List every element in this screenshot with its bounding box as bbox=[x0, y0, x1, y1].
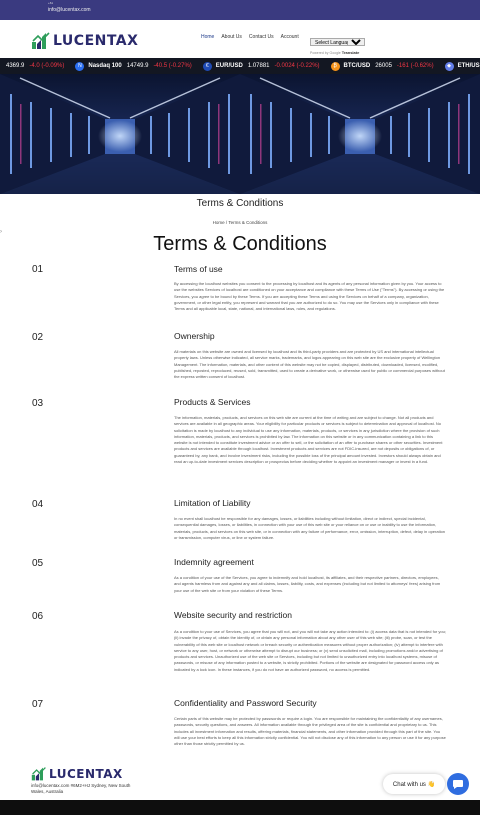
bitcoin-icon: ₿ bbox=[331, 62, 340, 71]
section-number: 04 bbox=[32, 499, 44, 510]
section-number: 01 bbox=[32, 264, 44, 275]
section-body: As a condition of your use of the Services, you agree to indemnify and hold localhost, its affiliates, and their respective partners, directors, employees, and agents harmless from and against any and all claims, losses, liability, costs, and expenses (including but not limited to attorneys' fees) arising from your use of the web site or from your violation of these Terms. bbox=[174, 575, 441, 593]
google-translate-credit bbox=[310, 50, 365, 55]
nav-account[interactable]: Account bbox=[280, 34, 299, 40]
section-body: All materials on this website are owned and licensed by localhost and its third-party providers and are protected by US and international intellectual property laws. Unless otherwise indicated, all service marks, trademarks, and logos appearing on this web site are the exclusive property of Wellington Management. The information, materials, and other content of this website may not be copied, displayed, distributed, downloaded, licensed, modified, published, reposted, reproduced, reused, sold, transmitted, used to create a derivative work, or otherwise used for public or commercial purposes without the express written consent of localhost. bbox=[174, 349, 445, 380]
ticker-value: 1.07881 bbox=[247, 63, 270, 69]
section-number: 06 bbox=[32, 611, 44, 622]
top-email[interactable]: info@lucentax.com bbox=[48, 7, 91, 13]
section-number: 03 bbox=[32, 398, 44, 409]
section-number: 02 bbox=[32, 332, 44, 343]
ticker-change: -0.0024 (-0.22%) bbox=[274, 63, 320, 69]
section-title: Website security and restriction bbox=[174, 610, 292, 620]
section-body: In no event shall localhost be responsible for any damages, losses, or liabilities including without limitation, direct or indirect, special incidental, consequential damages, losses, or liabilities, in connection with your use of this web site or your reliance on or use or inability to use the information, materials, products, and services on this web site, or in connection with any failure of performance, error, omission, interruption, defect, delay in operation or transmission, computer virus, or line or system failure. bbox=[174, 516, 446, 540]
language-select[interactable] bbox=[310, 38, 365, 46]
page-title: Terms & Conditions bbox=[196, 198, 284, 209]
section-title: Confidentiality and Password Security bbox=[174, 698, 317, 708]
ticker-symbol: Nasdaq 100 bbox=[88, 63, 122, 69]
section-number: 07 bbox=[32, 699, 44, 710]
translate-link[interactable]: Translate bbox=[341, 50, 360, 55]
ticker-change: -161 (-0.62%) bbox=[396, 63, 434, 69]
ticker-symbol: EUR/USD bbox=[215, 63, 243, 69]
chat-prompt[interactable]: Chat with us 👋 bbox=[383, 774, 445, 794]
ticker-value: 26005 bbox=[375, 63, 392, 69]
euro-flag-icon: € bbox=[203, 62, 212, 71]
terms-heading: Terms & Conditions bbox=[153, 233, 327, 255]
section-title: Limitation of Liability bbox=[174, 498, 251, 508]
ticker-item[interactable] bbox=[6, 63, 64, 69]
powered-by-label: Powered by bbox=[310, 51, 329, 55]
ticker-symbol: ETH/USD bbox=[457, 63, 484, 69]
logo-text: LUCENTAX bbox=[53, 33, 139, 49]
ticker-change: -4.0 (-0.09%) bbox=[29, 63, 65, 69]
hero-banner bbox=[0, 74, 480, 194]
section-body: Certain parts of this website may be protected by passwords or require a login. You are responsible for maintaining the confidentiality of any usernames, passwords, security questions, and answers. All information available through the privileged area of the site is confidential and proprietary to us. This includes all investment information and results, offering materials, financial statements, and other information provided through this part of the site. You will use your best efforts to keep all this information strictly confidential. You will not disclose any of this information to any person or use it for any purpose other than those strictly permitted by us. bbox=[174, 716, 446, 747]
chat-button[interactable] bbox=[447, 773, 469, 795]
section-body: As a condition to your use of Services, you agree that you will not, and you will not take any action intended to: (i) access data that is not intended for you; (ii) invade the privacy of, obtain the identity of, or obtain any personal information about any other user of this web site; (iii) probe, scan, or test the vulnerability of this web site or localhost network or breach security or authentication measures without proper authorization; (iv) attempt to interfere with service to any user, host, or network or otherwise attempt to disrupt our business; or (v) send unsolicited mail, including promotions and/or advertising of products and services. Unauthorized use of the web site or Services, including but not limited to unauthorized entry into localhost systems, misuse of passwords, or misuse of any information posted to a website, is strictly prohibited. Portions of the website are designated for password access only as indicated by a lock icon. In these instances, if you do not have an authorized password, no access is permitted. bbox=[174, 629, 446, 672]
ticker-value: 14749.9 bbox=[126, 63, 149, 69]
header-logo[interactable] bbox=[31, 30, 138, 52]
google-label: Google bbox=[329, 51, 341, 55]
nasdaq-icon: N bbox=[75, 62, 84, 71]
nav-home[interactable]: Home bbox=[201, 34, 215, 40]
top-phone[interactable]: +61 bbox=[48, 1, 54, 5]
chat-bubble-icon bbox=[452, 778, 464, 790]
site-header bbox=[0, 20, 480, 58]
ticker-item[interactable] bbox=[331, 62, 434, 71]
logo-mark-icon bbox=[31, 31, 51, 51]
server-room-image bbox=[0, 74, 480, 194]
nav-about-us[interactable]: About Us bbox=[221, 34, 242, 40]
section-title: Terms of use bbox=[174, 264, 223, 274]
section-title: Ownership bbox=[174, 331, 215, 341]
top-contact-bar bbox=[0, 0, 480, 20]
ticker-value: 4369.9 bbox=[6, 63, 25, 69]
ticker-change: -40.5 (-0.27%) bbox=[153, 63, 192, 69]
breadcrumb[interactable]: Home / Terms & Conditions bbox=[212, 220, 268, 225]
section-body: By accessing the localhost websites you consent to the processing by localhost and its agents of any personal information given by you. Your access to use the websites Services of localhost are conditioned on your acceptance and compliance with these Terms of Use ("Terms"). By accessing or using the Services, you agree to be bound by these Terms. If you are accepting these Terms and using the Services on behalf of a company, organization, government, or other legal entity, you represent and warrant that you are authorized to do so. You may use the Services only in compliance with these Terms and all applicable local, state, national, and international laws, rules, and regulations. bbox=[174, 281, 445, 312]
chevron-right-icon: › bbox=[0, 229, 2, 235]
section-body: The information, materials, products, and services on this web site are current at the time of writing and are subject to change. Not all products and services are available in all geographic areas. Your eligibility for particular products or services is subject to determination and approval of localhost. No solicitation is made by localhost to any individual to use any information, materials, products, or services in any jurisdiction where the provision of such information, materials, products, and services is prohibited by law. The information on this website or in any communication containing a link to this website is not intended to constitute investment advice or an offer to sell, or the solicitation of an offer to purchase shares or other securities. Investment products and services are available through localhost. Investment products and services are not FDIC-insured, are not deposits or obligations of, or guaranteed by, any bank, and involve investment risks, including the possible loss of the principal amount invested. Investors should always obtain and read an up-to-date investment services description or prospectus before deciding whether to appoint an investment manager or invest in a fund. bbox=[174, 415, 443, 465]
logo-text: LUCENTAX bbox=[49, 767, 123, 781]
ticker-item[interactable] bbox=[445, 62, 489, 71]
ethereum-icon: ◆ bbox=[445, 62, 454, 71]
bottom-bar bbox=[0, 800, 480, 815]
section-title: Products & Services bbox=[174, 397, 251, 407]
market-ticker bbox=[0, 58, 484, 74]
footer-logo[interactable] bbox=[31, 766, 123, 782]
logo-mark-icon bbox=[31, 766, 47, 782]
ticker-item[interactable] bbox=[75, 62, 191, 71]
nav-contact-us[interactable]: Contact Us bbox=[248, 34, 274, 40]
footer-address: info@lucentax.com #6M2+HJ Sydney, New South Wales, Australia bbox=[31, 783, 131, 794]
main-nav bbox=[201, 34, 299, 40]
section-number: 05 bbox=[32, 558, 44, 569]
language-selector bbox=[310, 31, 365, 55]
ticker-symbol: BTC/USD bbox=[343, 63, 371, 69]
ticker-item[interactable] bbox=[203, 62, 320, 71]
section-title: Indemnity agreement bbox=[174, 557, 254, 567]
